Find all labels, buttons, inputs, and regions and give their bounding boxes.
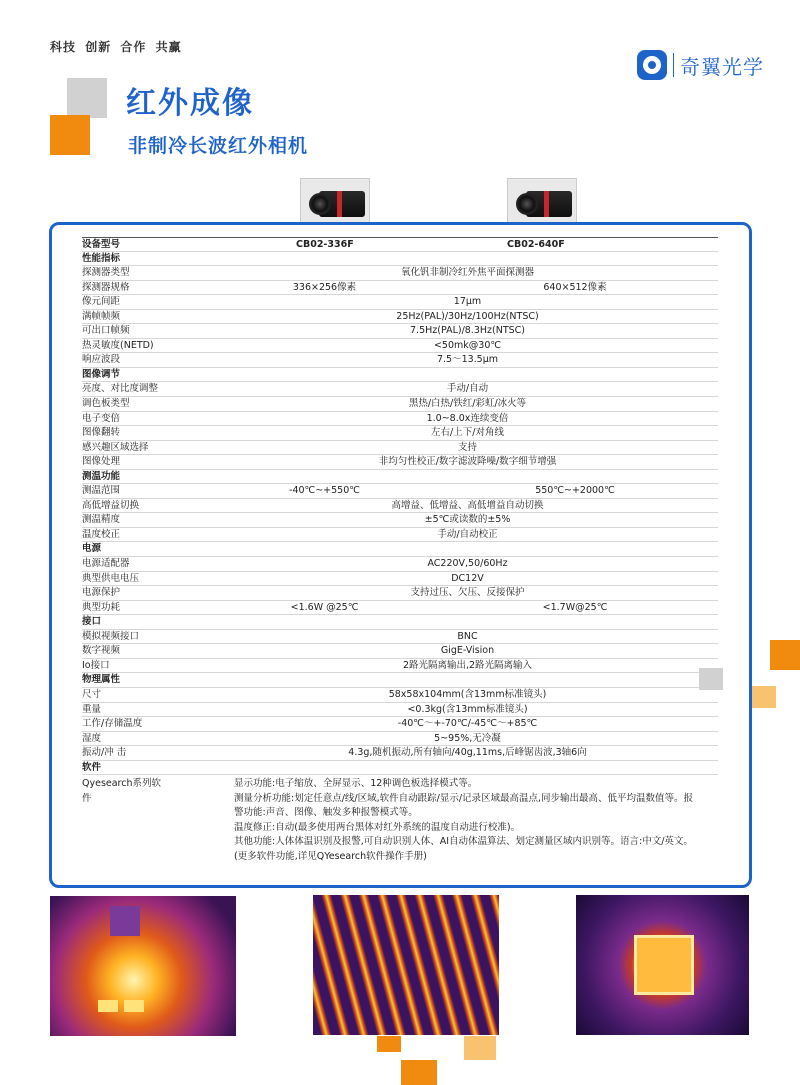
camera-photo-640f bbox=[507, 178, 577, 228]
spec-row bbox=[82, 630, 718, 645]
spec-section-row bbox=[82, 615, 718, 630]
spec-row bbox=[82, 397, 718, 412]
slogan bbox=[50, 38, 186, 55]
spec-value: 5~95%,无冷凝 bbox=[434, 732, 501, 744]
spec-row bbox=[82, 266, 718, 281]
spec-row bbox=[82, 659, 718, 674]
spec-row bbox=[82, 688, 718, 703]
spec-value: 25Hz(PAL)/30Hz/100Hz(NTSC) bbox=[396, 310, 539, 322]
spec-label: 电源适配器 bbox=[82, 558, 130, 570]
spec-section-row bbox=[82, 542, 718, 557]
spec-label: 热灵敏度(NETD) bbox=[82, 339, 154, 351]
software-label-line: Qyesearch系列软 bbox=[82, 778, 162, 790]
slogan-word: 创新 bbox=[85, 40, 112, 54]
decor-square-light-orange bbox=[752, 686, 776, 708]
spec-row bbox=[82, 586, 718, 601]
spec-value-model-a: <1.6W @25℃ bbox=[290, 601, 359, 613]
spec-section-row bbox=[82, 673, 718, 688]
spec-value-model-b: 550℃~+2000℃ bbox=[535, 485, 615, 497]
spec-row bbox=[82, 601, 718, 616]
spec-section-row bbox=[82, 761, 718, 776]
model-b: CB02-640F bbox=[507, 239, 565, 250]
brand-name: 奇翼光学 bbox=[680, 54, 764, 79]
section-title: 性能指标 bbox=[82, 252, 121, 264]
spec-value: GigE-Vision bbox=[440, 645, 495, 657]
spec-label: 测温精度 bbox=[82, 514, 121, 526]
section-title: 图像调节 bbox=[82, 368, 121, 380]
spec-row bbox=[82, 324, 718, 339]
spec-label: 高低增益切换 bbox=[82, 499, 140, 511]
spec-value: <50mk@30℃ bbox=[433, 339, 502, 351]
thermal-image-heating-wires bbox=[313, 895, 499, 1035]
spec-label: 测温范围 bbox=[82, 485, 121, 497]
spec-label: 像元间距 bbox=[82, 296, 121, 308]
spec-label: 重量 bbox=[82, 703, 102, 715]
section-title: 测温功能 bbox=[82, 470, 121, 482]
spec-row bbox=[82, 295, 718, 310]
spec-label: 感兴趣区域选择 bbox=[82, 441, 149, 453]
decor-square-gray bbox=[67, 78, 107, 118]
slogan-word: 科技 bbox=[50, 40, 77, 54]
spec-value: -40℃～+-70℃/-45℃～+85℃ bbox=[397, 718, 538, 730]
spec-label: 工作/存储温度 bbox=[82, 718, 143, 730]
spec-value: 非均匀性校正/数字滤波降噪/数字细节增强 bbox=[378, 456, 557, 468]
section-title: 物理属性 bbox=[82, 674, 121, 686]
spec-label: 典型功耗 bbox=[82, 601, 121, 613]
spec-label: 电子变倍 bbox=[82, 412, 121, 424]
decor-square-light-orange bbox=[464, 1036, 496, 1060]
spec-label: 调色板类型 bbox=[82, 398, 130, 410]
spec-label: Io接口 bbox=[82, 659, 110, 671]
software-line: 其他功能:人体体温识别及报警,可自动识别人体、AI自动体温算法、划定测量区域内识别等。语言:中文/英文。 bbox=[234, 836, 693, 848]
spec-row bbox=[82, 382, 718, 397]
spec-row bbox=[82, 310, 718, 325]
spec-row bbox=[82, 455, 718, 470]
spec-value-model-a: 336×256像素 bbox=[292, 281, 357, 293]
eye-logo-icon bbox=[637, 50, 667, 80]
spec-value: 左右/上下/对角线 bbox=[431, 427, 504, 439]
software-desc bbox=[234, 777, 718, 864]
brand-logo bbox=[637, 50, 764, 80]
spec-value: 高增益、低增益、高低增益自动切换 bbox=[391, 499, 544, 511]
spec-row bbox=[82, 572, 718, 587]
software-line: (更多软件功能,详见QYesearch软件操作手册) bbox=[234, 850, 427, 862]
decor-square-orange bbox=[401, 1060, 437, 1085]
spec-value: 7.5Hz(PAL)/8.3Hz(NTSC) bbox=[410, 325, 525, 337]
spec-label: 响应波段 bbox=[82, 354, 121, 366]
spec-row bbox=[82, 644, 718, 659]
spec-value: <0.3kg(含13mm标准镜头) bbox=[407, 703, 528, 715]
spec-table bbox=[82, 237, 718, 864]
spec-value: 手动/自动 bbox=[446, 383, 489, 395]
spec-value: BNC bbox=[457, 630, 478, 642]
spec-section-row bbox=[82, 368, 718, 383]
decor-square-orange bbox=[377, 1036, 401, 1052]
spec-label: 亮度、对比度调整 bbox=[82, 383, 159, 395]
thermal-image-circuit-board bbox=[50, 896, 236, 1036]
software-label-line: 件 bbox=[82, 792, 92, 804]
spec-row bbox=[82, 412, 718, 427]
spec-value: 手动/自动校正 bbox=[437, 528, 498, 540]
model-a: CB02-336F bbox=[296, 239, 354, 250]
spec-row bbox=[82, 353, 718, 368]
spec-row bbox=[82, 746, 718, 761]
spec-label: 数字视频 bbox=[82, 645, 121, 657]
spec-value: ±5℃或读数的±5% bbox=[424, 514, 511, 526]
spec-label: 典型供电电压 bbox=[82, 572, 140, 584]
spec-label: 模拟视频接口 bbox=[82, 630, 140, 642]
spec-value: 1.0~8.0x连续变倍 bbox=[426, 412, 509, 424]
spec-label: 湿度 bbox=[82, 732, 102, 744]
page-title: 红外成像 bbox=[126, 86, 254, 121]
spec-value: 17μm bbox=[453, 296, 482, 308]
spec-label: 可出口帧频 bbox=[82, 325, 130, 337]
spec-label: 设备型号 bbox=[82, 239, 121, 250]
thermal-image-sensor-chip bbox=[576, 895, 749, 1035]
spec-value-model-b: <1.7W@25℃ bbox=[542, 601, 608, 613]
spec-value: 7.5～13.5μm bbox=[436, 354, 499, 366]
software-label bbox=[82, 777, 234, 864]
spec-row bbox=[82, 732, 718, 747]
spec-row bbox=[82, 703, 718, 718]
spec-section-row bbox=[82, 470, 718, 485]
decor-square-gray bbox=[699, 668, 723, 690]
decor-square-orange bbox=[50, 115, 90, 155]
camera-photo-336f bbox=[300, 178, 370, 228]
spec-value-model-b: 640×512像素 bbox=[543, 281, 607, 293]
spec-value: 2路光隔离输出,2路光隔离输入 bbox=[402, 659, 533, 671]
slogan-word: 合作 bbox=[120, 40, 147, 54]
spec-row bbox=[82, 281, 718, 296]
software-line: 警功能:声音、图像、触发多种报警模式等。 bbox=[234, 807, 418, 819]
spec-label: 图像处理 bbox=[82, 456, 121, 468]
spec-row bbox=[82, 717, 718, 732]
spec-row bbox=[82, 499, 718, 514]
spec-label: 振动/冲 击 bbox=[82, 747, 127, 759]
logo-divider bbox=[673, 53, 674, 77]
spec-header-row bbox=[82, 237, 718, 252]
software-row bbox=[82, 775, 718, 864]
spec-value: AC220V,50/60Hz bbox=[427, 558, 508, 570]
spec-label: 尺寸 bbox=[82, 688, 102, 700]
software-line: 显示功能:电子缩放、全屏显示、12种调色板选择模式等。 bbox=[234, 778, 478, 790]
page-subtitle: 非制冷长波红外相机 bbox=[128, 135, 309, 157]
section-title: 电源 bbox=[82, 543, 102, 555]
spec-value: 支持过压、欠压、反接保护 bbox=[410, 587, 525, 599]
spec-value-model-a: -40℃~+550℃ bbox=[289, 485, 360, 497]
spec-row bbox=[82, 484, 718, 499]
spec-value: DC12V bbox=[451, 572, 484, 584]
spec-label: 满帧帧频 bbox=[82, 310, 121, 322]
spec-row bbox=[82, 339, 718, 354]
spec-label: 电源保护 bbox=[82, 587, 121, 599]
spec-label: 探测器类型 bbox=[82, 267, 130, 279]
spec-row bbox=[82, 513, 718, 528]
section-title: 接口 bbox=[82, 616, 102, 628]
spec-value: 58x58x104mm(含13mm标准镜头) bbox=[388, 688, 547, 700]
spec-row bbox=[82, 528, 718, 543]
spec-label: 图像翻转 bbox=[82, 427, 121, 439]
spec-row bbox=[82, 426, 718, 441]
software-line: 温度修正:自动(最多使用两台黑体对红外系统的温度自动进行校准)。 bbox=[234, 821, 521, 833]
spec-row bbox=[82, 557, 718, 572]
spec-row bbox=[82, 441, 718, 456]
spec-value: 黑热/白热/铁红/彩虹/冰火等 bbox=[408, 398, 527, 410]
software-line: 测量分析功能:划定任意点/线/区域,软件自动跟踪/显示/记录区域最高温点,同步输出最高、低平均温数值等。报 bbox=[234, 792, 694, 804]
section-title: 软件 bbox=[82, 761, 102, 773]
spec-section-row bbox=[82, 252, 718, 267]
slogan-word: 共赢 bbox=[155, 40, 182, 54]
spec-label: 温度校正 bbox=[82, 528, 121, 540]
spec-value: 4.3g,随机振动,所有轴向/40g,11ms,后峰锯齿波,3轴6向 bbox=[348, 747, 587, 759]
spec-label: 探测器规格 bbox=[82, 281, 130, 293]
spec-value: 支持 bbox=[457, 441, 477, 453]
spec-value: 氧化钒非制冷红外焦平面探测器 bbox=[400, 267, 534, 279]
decor-square-orange bbox=[770, 640, 800, 670]
